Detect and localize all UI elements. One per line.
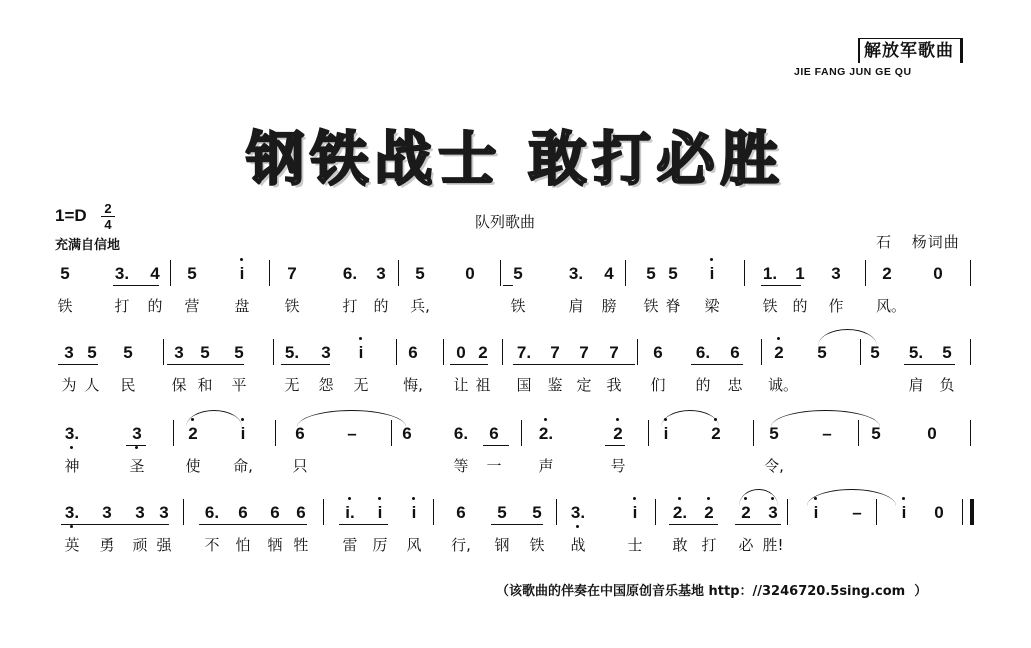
score-note: 5. (908, 343, 924, 362)
score-note: – (852, 503, 862, 522)
score-note: 3 (376, 264, 386, 283)
lyric-syllable: 雷 (342, 536, 358, 554)
score-note: 2 (609, 424, 627, 444)
lyric-syllable: 令, (764, 457, 784, 475)
bar-line (398, 260, 399, 286)
lyric-syllable: 神 (64, 457, 80, 475)
lyric-syllable: 顽 (132, 536, 148, 554)
score-note: 2 (737, 503, 755, 523)
beam-underline (761, 285, 801, 286)
score-note: 7 (579, 343, 589, 362)
lyric-syllable: 悔, (403, 376, 423, 394)
score-note: 5 (87, 343, 97, 362)
bar-line (970, 420, 971, 446)
score-note: 6 (408, 343, 418, 362)
lyric-syllable: 牺 (267, 536, 283, 554)
score-note: 6 (653, 343, 663, 362)
score-note: i (895, 503, 913, 523)
time-signature (101, 202, 115, 231)
beam-underline (126, 445, 146, 446)
bar-line (323, 499, 324, 525)
score-note: i (626, 503, 644, 523)
score-note: 2 (700, 503, 718, 523)
score-note: 5 (60, 264, 70, 283)
bar-line (502, 339, 503, 365)
bar-line (744, 260, 745, 286)
lyric-syllable: 铁 (529, 536, 545, 554)
score-note: 5 (497, 503, 507, 522)
lyric-syllable: 让 (453, 376, 469, 394)
score-row (0, 264, 1031, 315)
beam-underline (167, 364, 244, 365)
beam-underline (669, 524, 718, 525)
score-note: 5 (646, 264, 656, 283)
bar-line (761, 339, 762, 365)
bar-line (648, 420, 649, 446)
badge-pinyin: JIE FANG JUN GE QU (794, 66, 912, 78)
score-note: 3. (64, 503, 80, 522)
score-note: 6. (453, 424, 469, 443)
score-note: 2 (478, 343, 488, 362)
lyric-syllable: 肩 (568, 297, 584, 315)
score-note: 3. (64, 424, 80, 443)
lyric-syllable: 行, (451, 536, 471, 554)
beam-underline (483, 445, 509, 446)
lyric-syllable: 定 (576, 376, 592, 394)
lyric-syllable: 铁 (57, 297, 73, 315)
lyric-syllable: 必 (738, 536, 754, 554)
tempo-marking: 充满自信地 (55, 238, 121, 253)
tie-slur (297, 410, 406, 427)
bar-line (173, 420, 174, 446)
lyric-syllable: 风。 (876, 297, 907, 315)
lyric-syllable: 诚。 (768, 376, 799, 394)
score-note: 2 (770, 343, 788, 363)
bar-line (556, 499, 557, 525)
bar-line (970, 339, 971, 365)
score-note: 5 (200, 343, 210, 362)
bar-line (787, 499, 788, 525)
lyric-syllable: 膀 (601, 297, 617, 315)
lyric-syllable: 打 (114, 297, 130, 315)
lyric-syllable: 只 (292, 457, 308, 475)
lyric-syllable: 钢 (494, 536, 510, 554)
score-note: 6 (456, 503, 466, 522)
bar-line (637, 339, 638, 365)
score-note: i. (341, 503, 359, 523)
score-note: 4 (150, 264, 160, 283)
lyric-syllable: 无 (353, 376, 369, 394)
lyric-syllable: 战 (570, 536, 586, 554)
score-note: 3 (159, 503, 169, 522)
score-note: 3. (568, 264, 584, 283)
bar-line (443, 339, 444, 365)
tie-slur (807, 489, 896, 506)
score-note: 1. (762, 264, 778, 283)
beam-underline (904, 364, 955, 365)
score-note: 6 (730, 343, 740, 362)
score-note: 1 (795, 264, 805, 283)
beam-underline (605, 445, 625, 446)
tie-slur (661, 410, 719, 427)
lyric-syllable: 使 (185, 457, 201, 475)
score-note: 5 (234, 343, 244, 362)
lyric-syllable: 牲 (293, 536, 309, 554)
beam-underline (199, 524, 307, 525)
lyric-syllable: 人 (84, 376, 100, 394)
beam-underline (450, 364, 488, 365)
bar-line (500, 260, 501, 286)
score-note: 7 (287, 264, 297, 283)
score-note: i (234, 424, 252, 444)
bar-line (170, 260, 171, 286)
score-note: 5 (187, 264, 197, 283)
score-note: i (371, 503, 389, 523)
time-signature-top: 2 (104, 201, 112, 216)
bar-line (275, 420, 276, 446)
score-note: 3 (174, 343, 184, 362)
score-note: i (703, 264, 721, 284)
beam-underline (58, 364, 98, 365)
score-note: 0 (456, 343, 466, 362)
accompaniment-note: （该歌曲的伴奏在中国原创音乐基地 http：//3246720.5sing.com ） (496, 584, 928, 599)
lyric-syllable: 营 (184, 297, 200, 315)
score-note: 6. (342, 264, 358, 283)
score-row (0, 503, 1031, 554)
lyric-syllable: 民 (120, 376, 136, 394)
score-note: 5. (284, 343, 300, 362)
composer-credit: 石 杨词曲 (876, 233, 960, 251)
bar-line (625, 260, 626, 286)
lyric-syllable: 打 (701, 536, 717, 554)
lyric-syllable: 怕 (235, 536, 251, 554)
score-note: i (233, 264, 251, 284)
score-note: 6. (204, 503, 220, 522)
score-note: 5 (513, 264, 523, 283)
lyric-syllable: 兵, (410, 297, 430, 315)
tie-slur (818, 329, 877, 346)
lyric-syllable: 不 (204, 536, 220, 554)
score-note: 0 (927, 424, 937, 443)
score-note: 0 (933, 264, 943, 283)
beam-underline (491, 524, 543, 525)
bar-line (396, 339, 397, 365)
song-title: 钢铁战士 敢打必胜 (246, 125, 785, 193)
score-note: – (347, 424, 357, 443)
lyric-syllable: 和 (197, 376, 213, 394)
score-note: 5 (415, 264, 425, 283)
score-note: 5 (870, 343, 880, 362)
score-note: 6 (296, 503, 306, 522)
score-note: 0 (934, 503, 944, 522)
lyric-syllable: 们 (650, 376, 666, 394)
lyric-syllable: 的 (147, 297, 163, 315)
score-note: 3 (321, 343, 331, 362)
bar-line (865, 260, 866, 286)
lyric-syllable: 盘 (234, 297, 250, 315)
tie-slur (771, 410, 880, 427)
score-note: 6. (695, 343, 711, 362)
lyric-syllable: 圣 (129, 457, 145, 475)
score-note: – (822, 424, 832, 443)
score-note: 6 (238, 503, 248, 522)
score-note: 3 (102, 503, 112, 522)
beam-underline (113, 285, 159, 286)
lyric-syllable: 为 (61, 376, 77, 394)
score-note: 6 (402, 424, 412, 443)
lyric-syllable: 命, (233, 457, 253, 475)
lyric-syllable: 作 (828, 297, 844, 315)
score-note: 3 (64, 343, 74, 362)
lyric-syllable: 怨 (318, 376, 334, 394)
lyric-syllable: 号 (610, 457, 626, 475)
genre-label: 队列歌曲 (475, 213, 536, 231)
lyric-syllable: 铁 (510, 297, 526, 315)
score-note: 3. (114, 264, 130, 283)
lyric-syllable: 的 (792, 297, 808, 315)
lyric-syllable: 梁 (704, 297, 720, 315)
score-note: 5 (817, 343, 827, 362)
lyric-syllable: 铁 (762, 297, 778, 315)
lyric-syllable: 国 (516, 376, 532, 394)
time-signature-bottom: 4 (104, 217, 112, 232)
bar-line (521, 420, 522, 446)
score-note: 5 (942, 343, 952, 362)
score-note: 5 (532, 503, 542, 522)
score-note: 3 (764, 503, 782, 523)
score-note: 7 (550, 343, 560, 362)
beam-underline (735, 524, 781, 525)
score-note: 2 (184, 424, 202, 444)
lyric-syllable: 英 (64, 536, 80, 554)
beam-underline (503, 285, 513, 286)
lyric-syllable: 肩 (908, 376, 924, 394)
score-note: i (405, 503, 423, 523)
score-note: i (657, 424, 675, 444)
score-note: 5 (123, 343, 133, 362)
score-note: 2 (882, 264, 892, 283)
lyric-syllable: 的 (373, 297, 389, 315)
lyric-syllable: 无 (284, 376, 300, 394)
lyric-syllable: 我 (606, 376, 622, 394)
score-note: 2 (707, 424, 725, 444)
lyric-syllable: 忠 (727, 376, 743, 394)
score-note: 3 (135, 503, 145, 522)
bar-line (970, 260, 971, 286)
badge-label: 解放军歌曲 (858, 38, 963, 63)
score-note: 7 (609, 343, 619, 362)
score-note: 3. (570, 503, 586, 522)
bar-line (753, 420, 754, 446)
bar-line (655, 499, 656, 525)
bar-line (269, 260, 270, 286)
bar-line (183, 499, 184, 525)
lyric-syllable: 保 (171, 376, 187, 394)
lyric-syllable: 的 (695, 376, 711, 394)
score-note: 5 (871, 424, 881, 443)
bar-line (163, 339, 164, 365)
beam-underline (281, 364, 330, 365)
tie-slur (186, 410, 242, 427)
beam-underline (691, 364, 743, 365)
tie-slur (739, 489, 778, 506)
score-note: 0 (465, 264, 475, 283)
score-note: 2. (538, 424, 554, 443)
score-row (0, 343, 1031, 394)
lyric-syllable: 脊 (665, 297, 681, 315)
bar-line (273, 339, 274, 365)
lyric-syllable: 士 (627, 536, 643, 554)
score-note: 7. (516, 343, 532, 362)
beam-underline (513, 364, 635, 365)
score-note: 3 (128, 424, 146, 444)
score-note: 2. (672, 503, 688, 522)
bar-line (433, 499, 434, 525)
score-note: 5 (769, 424, 779, 443)
lyric-syllable: 等 (453, 457, 469, 475)
bar-line (970, 499, 974, 525)
lyric-syllable: 敢 (672, 536, 688, 554)
lyric-syllable: 平 (231, 376, 247, 394)
score-note: 4 (604, 264, 614, 283)
score-note: 3 (831, 264, 841, 283)
score-note: 6 (295, 424, 305, 443)
lyric-syllable: 声 (538, 457, 554, 475)
lyric-syllable: 打 (342, 297, 358, 315)
lyric-syllable: 鉴 (547, 376, 563, 394)
key-signature: 1=D (55, 206, 87, 225)
lyric-syllable: 勇 (99, 536, 115, 554)
score-note: 6 (270, 503, 280, 522)
bar-line (962, 499, 963, 525)
beam-underline (61, 524, 169, 525)
lyric-syllable: 一 (486, 457, 502, 475)
score-note: i (807, 503, 825, 523)
lyric-syllable: 风 (406, 536, 422, 554)
score-row (0, 424, 1031, 475)
score-note: 6 (489, 424, 499, 443)
lyric-syllable: 祖 (475, 376, 491, 394)
lyric-syllable: 厉 (372, 536, 388, 554)
lyric-syllable: 铁 (284, 297, 300, 315)
lyric-syllable: 强 (156, 536, 172, 554)
score-note: i (352, 343, 370, 363)
lyric-syllable: 铁 (643, 297, 659, 315)
lyric-syllable: 负 (939, 376, 955, 394)
lyric-syllable: 胜! (762, 536, 784, 554)
beam-underline (339, 524, 388, 525)
score-note: 5 (668, 264, 678, 283)
